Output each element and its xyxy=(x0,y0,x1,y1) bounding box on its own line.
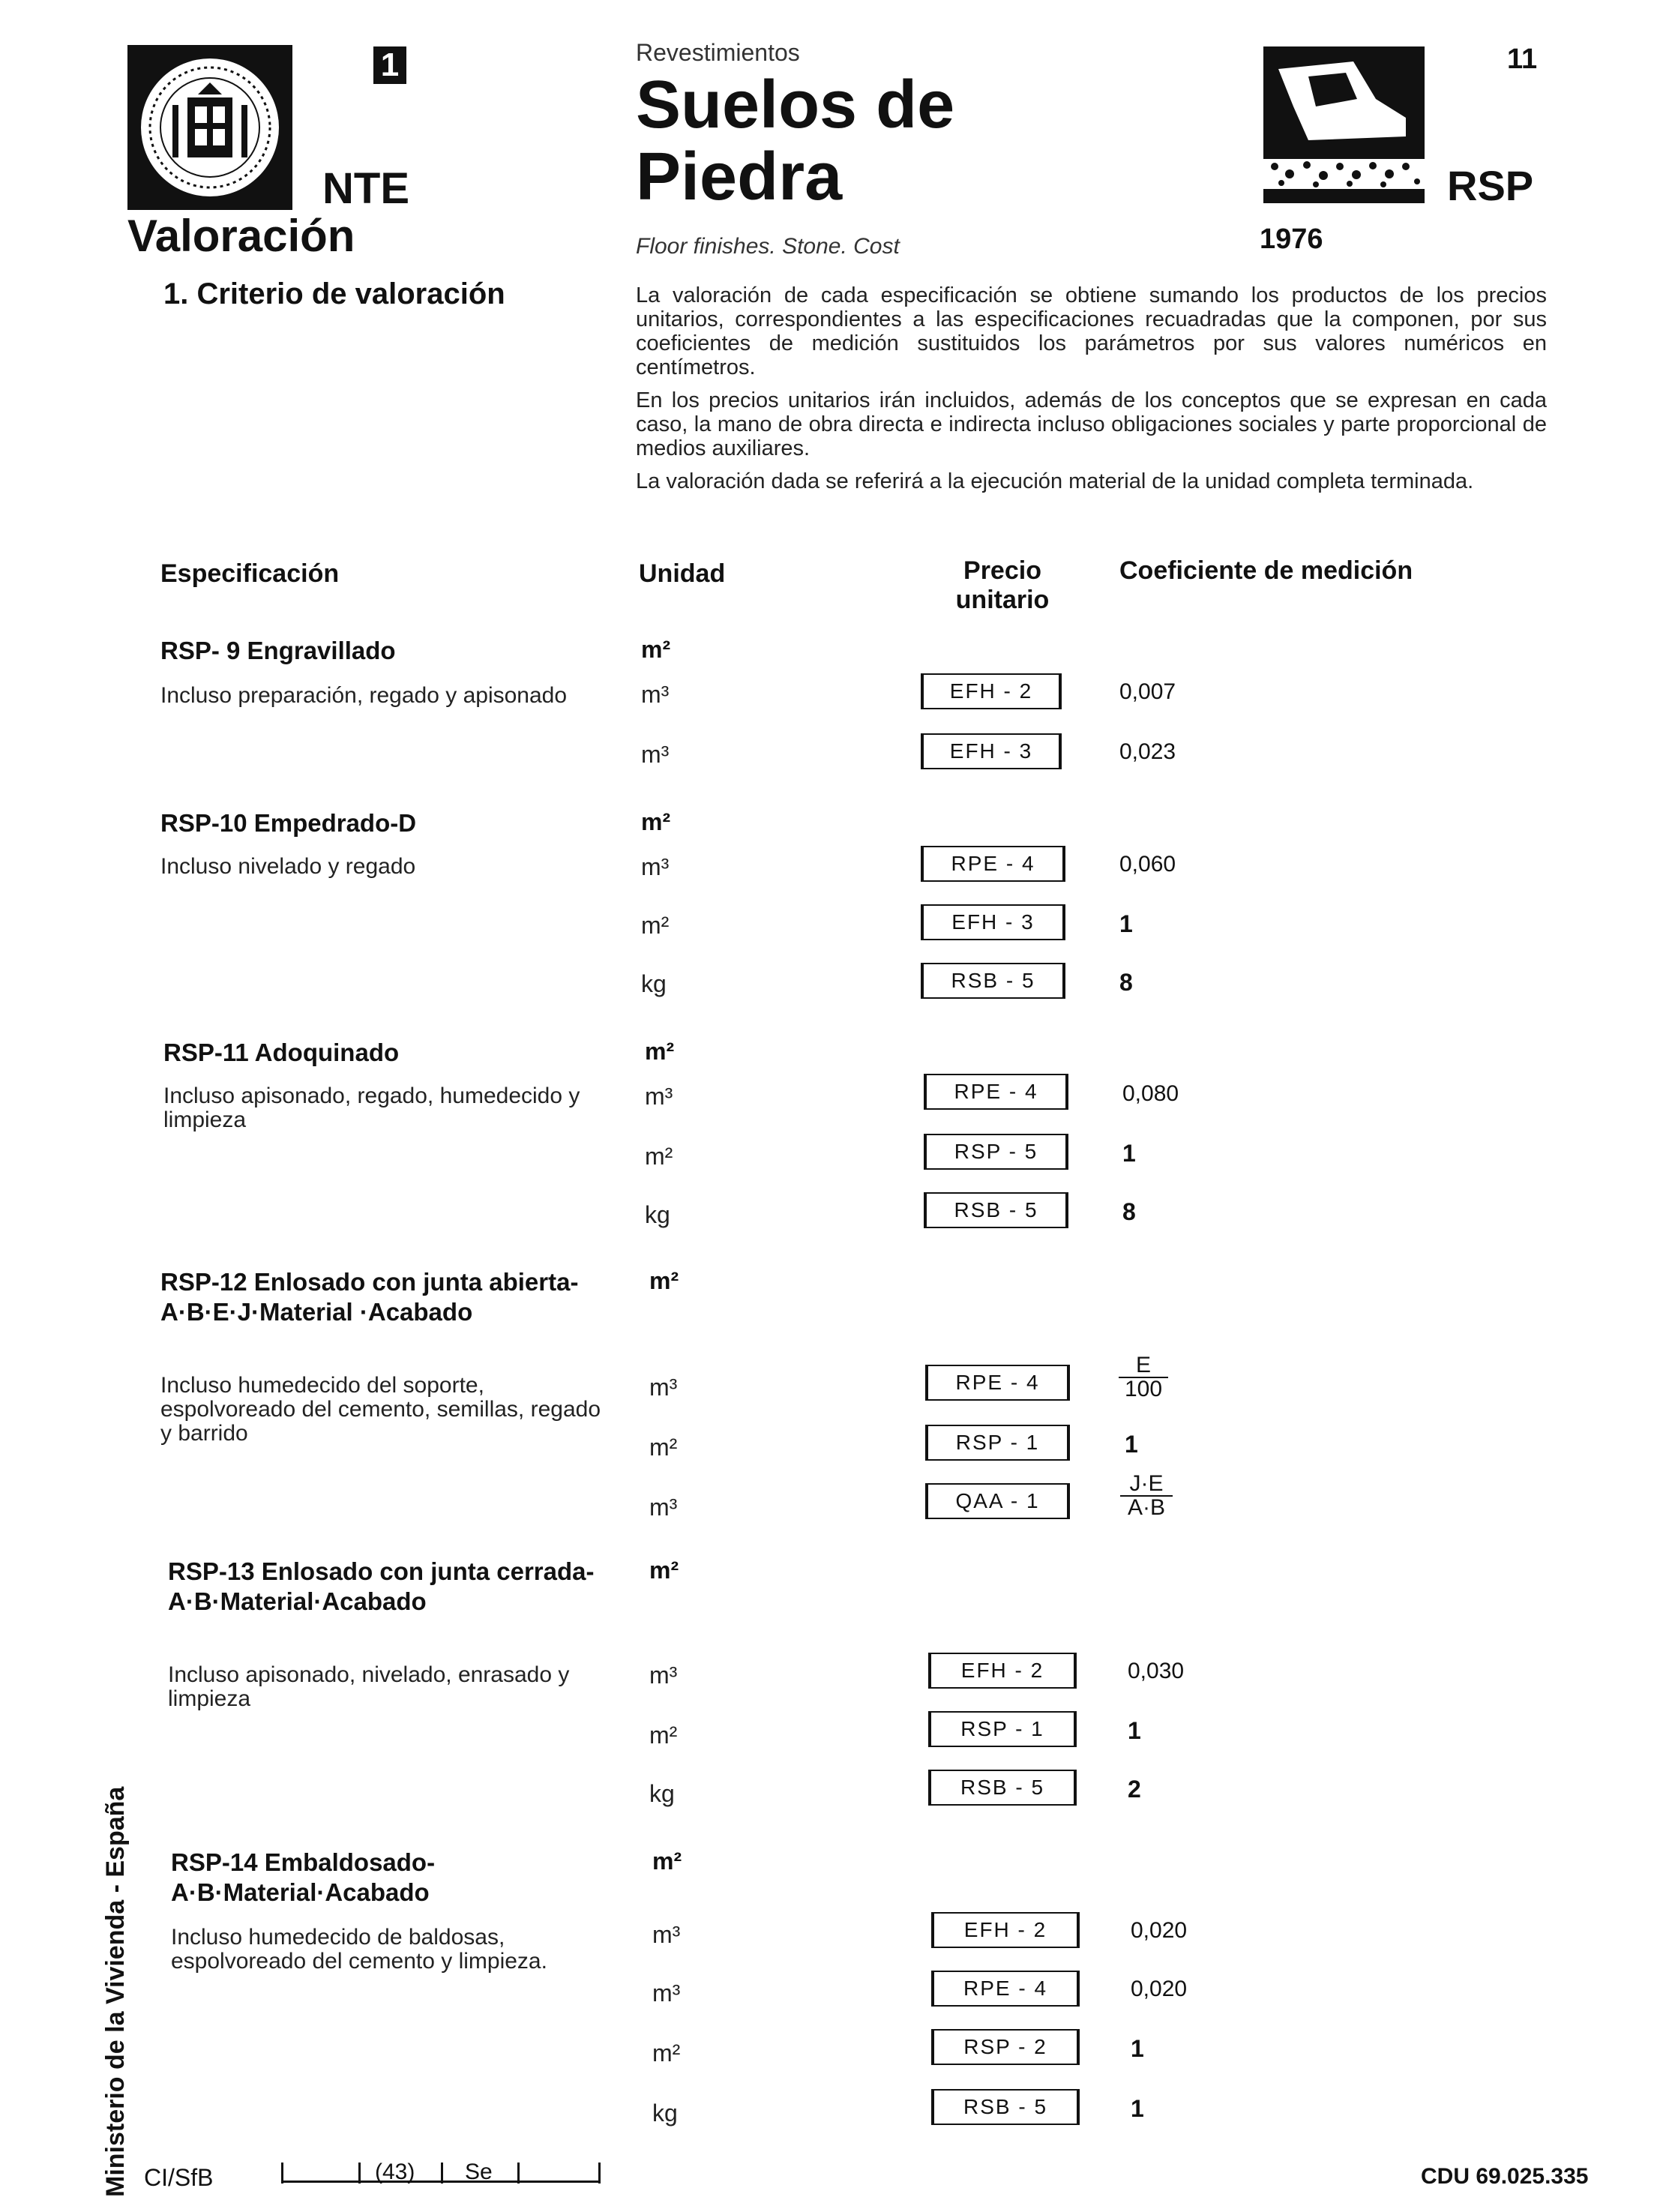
spec-description: Incluso preparación, regado y apisonado xyxy=(160,683,568,708)
spec-unit: m² xyxy=(645,1038,675,1065)
fraction-numerator: J·E xyxy=(1120,1473,1173,1497)
column-header-coef: Coeficiente de medición xyxy=(1119,556,1413,585)
row-unit: kg xyxy=(641,970,667,997)
page-number: 11 xyxy=(1507,43,1538,75)
spec-title: RSP-14 Embaldosado-A·B·Material·Acabado xyxy=(171,1848,436,1906)
spec-title: RSP-10 Empedrado-D xyxy=(160,809,417,837)
row-coefficient: 1 xyxy=(1119,910,1133,937)
price-header-line-1: Precio xyxy=(963,556,1041,585)
intro-paragraph-3: La valoración dada se referirá a la ejecución material de la unidad completa terminada. xyxy=(636,469,1474,493)
row-coefficient: 0,030 xyxy=(1128,1659,1185,1683)
row-coefficient: 2 xyxy=(1128,1776,1141,1803)
english-subtitle: Floor finishes. Stone. Cost xyxy=(636,234,900,259)
row-coefficient: 0,060 xyxy=(1119,852,1176,877)
spec-title: RSP-11 Adoquinado xyxy=(163,1039,400,1066)
row-unit: kg xyxy=(645,1201,670,1228)
column-header-unit: Unidad xyxy=(639,559,726,588)
row-coefficient-fraction xyxy=(1120,1473,1173,1519)
price-code-box: RPE - 4 xyxy=(924,1074,1068,1110)
cisfb-divider xyxy=(441,2163,443,2184)
spec-unit: m² xyxy=(649,1267,679,1294)
row-coefficient: 0,020 xyxy=(1131,1918,1188,1943)
row-coefficient: 0,023 xyxy=(1119,739,1176,764)
spec-description: Incluso humedecido del soporte, espolvoreado del cemento, semillas, regado y barrido xyxy=(160,1373,601,1446)
row-coefficient: 8 xyxy=(1122,1198,1136,1225)
row-coefficient: 8 xyxy=(1119,969,1133,996)
coat-of-arms-icon xyxy=(135,52,285,202)
row-unit: m² xyxy=(652,2040,681,2067)
row-coefficient: 0,020 xyxy=(1131,1977,1188,2001)
row-coefficient: 1 xyxy=(1122,1140,1136,1167)
spec-title: RSP- 9 Engravillado xyxy=(160,637,396,664)
year: 1976 xyxy=(1260,223,1323,255)
column-header-spec: Especificación xyxy=(160,559,340,588)
row-coefficient-fraction xyxy=(1119,1354,1168,1401)
spec-unit: m² xyxy=(652,1848,682,1875)
cisfb-code-se: Se xyxy=(465,2160,493,2184)
cisfb-divider xyxy=(358,2163,361,2184)
nte-code: RSP xyxy=(1447,162,1534,209)
row-coefficient: 0,007 xyxy=(1119,679,1176,704)
row-unit: m² xyxy=(641,912,670,939)
price-code-box: EFH - 2 xyxy=(921,673,1062,709)
price-code-box: RSP - 1 xyxy=(928,1711,1077,1747)
price-header-line-2: unitario xyxy=(955,586,1050,614)
price-code-box: EFH - 2 xyxy=(928,1653,1077,1689)
row-coefficient: 1 xyxy=(1125,1431,1138,1458)
row-unit: m² xyxy=(649,1434,678,1461)
section-title: Valoración xyxy=(127,211,355,261)
spec-unit: m² xyxy=(641,636,671,663)
row-coefficient: 1 xyxy=(1131,2095,1144,2122)
cisfb-divider xyxy=(517,2163,520,2184)
row-unit: m² xyxy=(645,1143,673,1170)
title-line-1: Suelos de xyxy=(636,67,955,142)
price-code-box: RSB - 5 xyxy=(928,1770,1077,1806)
cisfb-code-43: (43) xyxy=(375,2160,415,2184)
price-code-box: RPE - 4 xyxy=(925,1365,1070,1401)
cisfb-divider xyxy=(281,2163,283,2184)
spec-description: Incluso apisonado, nivelado, enrasado y limpieza xyxy=(168,1662,570,1711)
fraction-denominator: 100 xyxy=(1124,1377,1163,1401)
price-code-box: RSP - 1 xyxy=(925,1425,1070,1461)
row-unit: m³ xyxy=(652,1921,681,1948)
cisfb-label: CI/SfB xyxy=(144,2164,214,2191)
nte-label: NTE xyxy=(322,164,409,213)
fraction-numerator: E xyxy=(1119,1354,1168,1378)
price-code-box: RSB - 5 xyxy=(924,1192,1068,1228)
intro-paragraph-2: En los precios unitarios irán incluidos, además de los conceptos que se expresan en cada caso, la mano de obra directa e indirecta incluso obligaciones sociales y parte proporcional de medios auxiliares. xyxy=(636,388,1547,460)
spec-unit: m² xyxy=(641,808,671,835)
row-unit: m² xyxy=(649,1722,678,1749)
row-coefficient: 1 xyxy=(1131,2035,1144,2062)
coat-of-arms-seal xyxy=(127,45,292,210)
row-unit: m³ xyxy=(641,741,670,768)
spec-description: Incluso humedecido de baldosas, espolvoreado del cemento y limpieza. xyxy=(171,1925,547,1974)
price-code-box: RSB - 5 xyxy=(931,2089,1080,2125)
price-code-box: RPE - 4 xyxy=(921,846,1065,882)
price-code-box: RSP - 5 xyxy=(924,1134,1068,1170)
row-unit: m³ xyxy=(649,1662,678,1689)
criteria-title: 1. Criterio de valoración xyxy=(163,277,505,310)
page-title xyxy=(636,69,954,213)
row-unit: kg xyxy=(652,2100,678,2127)
price-code-box: EFH - 2 xyxy=(931,1912,1080,1948)
ministry-label: Ministerio de la Vivienda - España xyxy=(101,1786,130,2197)
row-coefficient: 0,080 xyxy=(1122,1081,1179,1106)
spec-description: Incluso apisonado, regado, humedecido y limpieza xyxy=(163,1084,580,1132)
price-code-box: RSP - 2 xyxy=(931,2029,1080,2065)
row-unit: m³ xyxy=(649,1494,678,1521)
fraction-denominator: A·B xyxy=(1127,1495,1165,1520)
row-unit: m³ xyxy=(641,681,670,708)
column-header-price xyxy=(946,556,1059,615)
cdu-code: CDU 69.025.335 xyxy=(1421,2164,1589,2189)
row-unit: m³ xyxy=(649,1374,678,1401)
price-code-box: QAA - 1 xyxy=(925,1483,1070,1519)
price-code-box: RPE - 4 xyxy=(931,1971,1080,2007)
row-coefficient: 1 xyxy=(1128,1717,1141,1744)
price-code-box: RSB - 5 xyxy=(921,963,1065,999)
row-unit: m³ xyxy=(652,1980,681,2007)
cisfb-divider xyxy=(598,2163,601,2184)
price-code-box: EFH - 3 xyxy=(921,904,1065,940)
category-label: Revestimientos xyxy=(636,39,800,66)
stone-floor-icon xyxy=(1263,46,1425,210)
title-line-2: Piedra xyxy=(636,139,843,214)
row-unit: kg xyxy=(649,1780,675,1807)
row-unit: m³ xyxy=(645,1083,673,1110)
intro-text xyxy=(636,283,1547,502)
intro-paragraph-1: La valoración de cada especificación se obtiene sumando los productos de los precios unitarios, correspondientes a las especificaciones recuadradas que la componen, por sus coeficientes de medición sustituidos los parámetros por sus valores numéricos en centímetros. xyxy=(636,283,1547,379)
spec-unit: m² xyxy=(649,1557,679,1584)
row-unit: m³ xyxy=(641,853,670,880)
price-code-box: EFH - 3 xyxy=(921,733,1062,769)
spec-title: RSP-13 Enlosado con junta cerrada-A·B·Material·Acabado xyxy=(168,1557,595,1615)
spec-description: Incluso nivelado y regado xyxy=(160,854,416,879)
spec-title: RSP-12 Enlosado con junta abierta-A·B·E·J·Material ·Acabado xyxy=(160,1268,579,1326)
nte-number: 1 xyxy=(373,46,406,84)
